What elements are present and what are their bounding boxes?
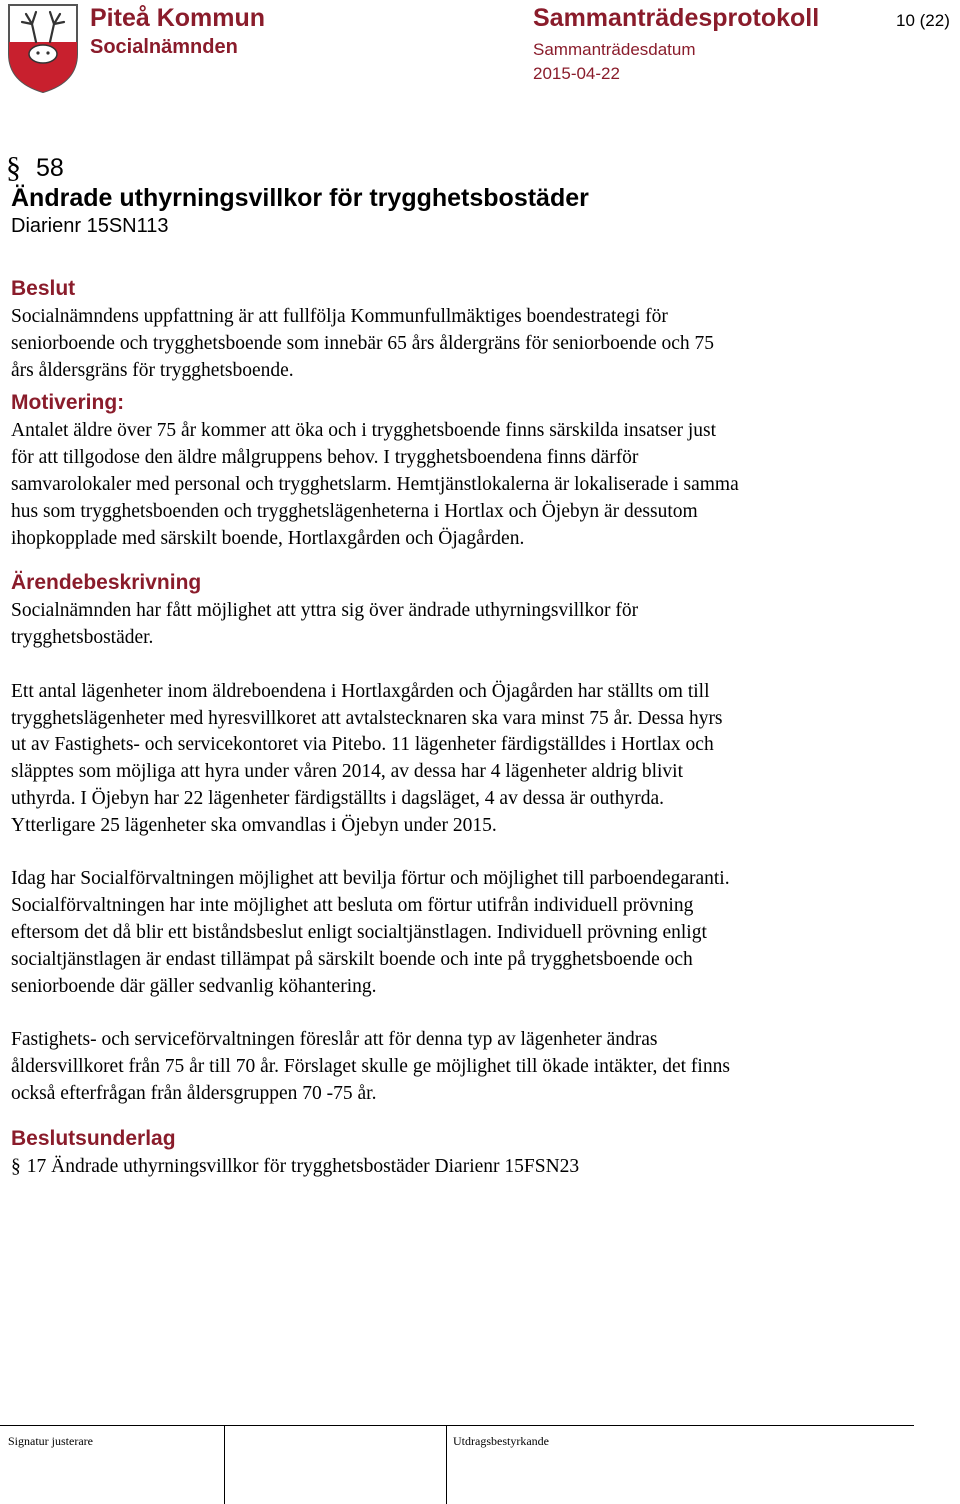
text-line: socialtjänstlagen är endast tillämpat på särskilt boende och inte på trygghetsboende och — [11, 948, 693, 970]
arendebeskrivning-p3 — [11, 866, 941, 1000]
text-line: års åldersgräns för trygghetsboende. — [11, 359, 294, 381]
document-body — [11, 274, 941, 1180]
text-line: Ytterligare 25 lägenheter ska omvandlas i Öjebyn under 2015. — [11, 814, 497, 836]
text-line: åldersvillkoret från 75 år till 70 år. Förslaget skulle ge möjlighet till ökade intäkter, det finns — [11, 1055, 730, 1077]
motivering-text — [11, 418, 941, 552]
signature-footer — [0, 1425, 914, 1504]
paragraph-number: 58 — [36, 154, 64, 182]
case-diarienr: Diarienr 15SN113 — [11, 215, 169, 237]
signatur-justerare-label: Signatur justerare — [8, 1434, 93, 1448]
text-line: Socialförvaltningen har inte möjlighet att besluta om förtur utifrån individuell prövning — [11, 895, 694, 917]
signature-cell-2 — [224, 1426, 447, 1504]
text-line: trygghetslägenheter med hyresvillkoret att avtalstecknaren ska vara minst 75 år. Dessa hyrs — [11, 707, 723, 729]
beslutsunderlag-item-text: 17 Ändrade uthyrningsvillkor för trygghetsbostäder Diarienr 15FSN23 — [26, 1155, 580, 1177]
paragraph-sign: § — [11, 1155, 21, 1177]
text-line: ut av Fastighets- och servicekontoret via Pitebo. 11 lägenheter färdigställdes i Hortlax och — [11, 734, 714, 756]
arendebeskrivning-p4 — [11, 1027, 941, 1107]
text-line: Socialnämnden har fått möjlighet att yttra sig över ändrade uthyrningsvillkor för — [11, 600, 639, 622]
case-title: Ändrade uthyrningsvillkor för trygghetsbostäder — [11, 184, 589, 212]
text-line: uthyrda. I Öjebyn har 22 lägenheter färdigställts i dagsläget, 4 av dessa är outhyrda. — [11, 787, 665, 809]
text-line: samvarolokaler med personal och trygghetslarm. Hemtjänstlokalerna är lokaliserade i samma — [11, 473, 739, 495]
text-line: eftersom det då blir ett biståndsbeslut enligt socialtjänstlagen. Individuell prövning enligt — [11, 921, 707, 943]
meeting-date: 2015-04-22 — [533, 64, 620, 83]
org-name: Piteå Kommun — [90, 4, 266, 32]
utdragsbestyrkande-label: Utdragsbestyrkande — [453, 1434, 549, 1448]
text-line: Idag har Socialförvaltningen möjlighet att bevilja förtur och möjlighet till parboendegaranti. — [11, 868, 730, 890]
beslut-heading: Beslut — [11, 277, 76, 300]
text-line: ihopkopplade med särskilt boende, Hortlaxgården och Öjagården. — [11, 527, 525, 549]
signature-cell-1 — [0, 1426, 225, 1504]
text-line: också efterfrågan från åldersgruppen 70 -75 år. — [11, 1082, 377, 1104]
text-line: Ett antal lägenheter inom äldreboendena i Hortlaxgården och Öjagården har ställts om till — [11, 680, 710, 702]
text-line: Antalet äldre över 75 år kommer att öka och i trygghetsboende finns särskilda insatser just — [11, 420, 717, 442]
paragraph-sign: § — [6, 151, 21, 184]
text-line: för att tillgodose den äldre målgruppens behov. I trygghetsboendena finns därför — [11, 447, 639, 469]
arendebeskrivning-p1 — [11, 598, 941, 652]
text-line: hus som trygghetsboenden och trygghetslägenheterna i Hortlax och Öjebyn är dessutom — [11, 500, 698, 522]
beslutsunderlag-heading: Beslutsunderlag — [11, 1126, 176, 1150]
beslut-text — [11, 304, 941, 384]
text-line: seniorboende där gäller sedvanlig köhantering. — [11, 975, 377, 997]
text-line: släpptes som möjliga att hyra under våren 2014, av dessa har 4 lägenheter aldrig blivit — [11, 761, 684, 783]
beslutsunderlag-item — [11, 1154, 941, 1181]
motivering-heading: Motivering: — [11, 391, 125, 415]
page-number: 10 (22) — [896, 11, 950, 30]
arendebeskrivning-p2 — [11, 679, 941, 840]
coat-of-arms-logo — [6, 2, 80, 94]
document-type: Sammanträdesprotokoll — [533, 4, 820, 32]
text-line: Socialnämndens uppfattning är att fullfölja Kommunfullmäktiges boendestrategi för — [11, 306, 668, 327]
meeting-date-label: Sammanträdesdatum — [533, 40, 696, 59]
text-line: trygghetsbostäder. — [11, 627, 154, 649]
org-unit: Socialnämnden — [90, 36, 238, 58]
text-line: seniorboende och trygghetsboende som innebär 65 års åldergräns för seniorboende och 75 — [11, 332, 715, 354]
arendebeskrivning-heading: Ärendebeskrivning — [11, 571, 202, 595]
text-line: Fastighets- och serviceförvaltningen föreslår att för denna typ av lägenheter ändras — [11, 1029, 658, 1051]
